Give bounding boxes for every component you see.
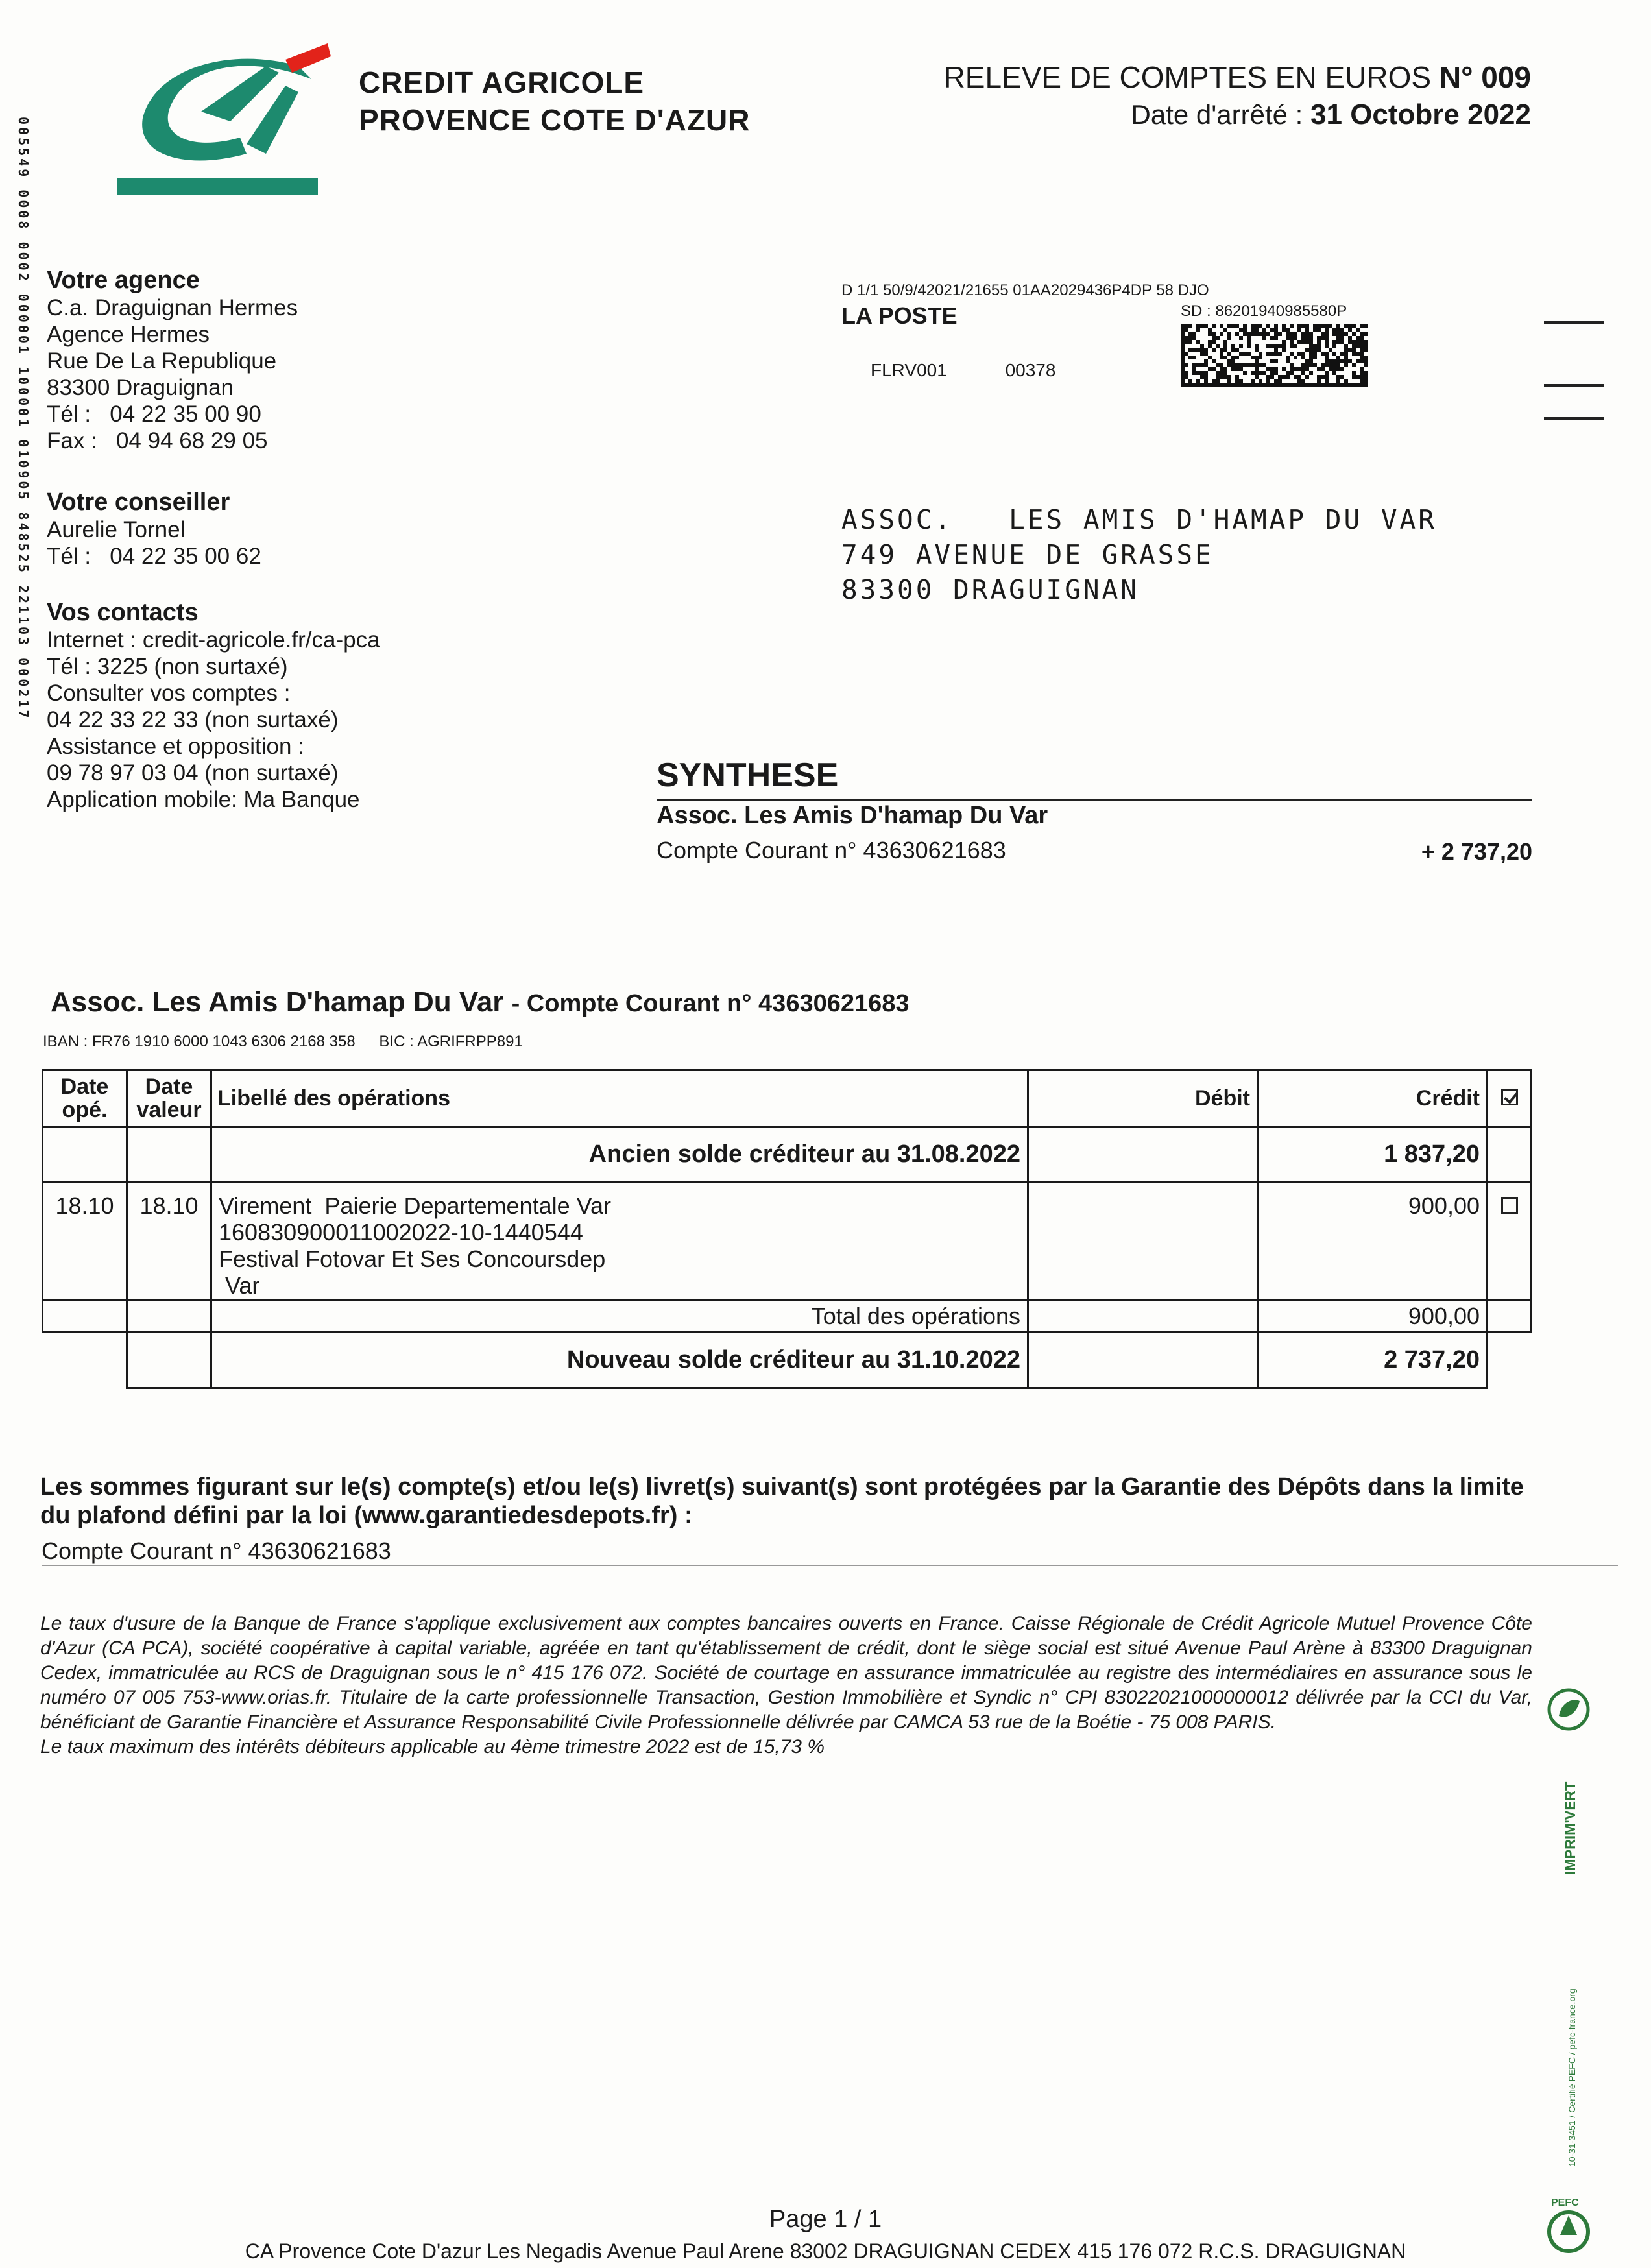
recipient-line: 749 AVENUE DE GRASSE	[841, 539, 1214, 570]
page-number: Page 1 / 1	[769, 2206, 882, 2233]
synthese-holder: Assoc. Les Amis D'hamap Du Var	[657, 802, 1048, 829]
opening-balance-label: Ancien solde créditeur au 31.08.2022	[211, 1127, 1028, 1183]
agency-line: 83300 Draguignan	[47, 375, 234, 400]
contacts-line: Consulter vos comptes :	[47, 681, 291, 706]
agency-heading: Votre agence	[47, 267, 200, 294]
header-libelle: Libellé des opérations	[211, 1070, 1028, 1127]
closing-balance-credit: 2 737,20	[1258, 1333, 1488, 1388]
recipient-address	[841, 502, 1620, 607]
bank-name-line1: CREDIT AGRICOLE	[359, 66, 645, 99]
advisor-block	[47, 488, 631, 570]
legal-notice	[40, 1611, 1532, 1759]
op-check-cell[interactable]	[1488, 1183, 1532, 1300]
contacts-line: Assistance et opposition :	[47, 734, 304, 759]
iban: IBAN : FR76 1910 6000 1043 6306 2168 358	[43, 1033, 356, 1050]
postal-code2: 00378	[1005, 360, 1056, 380]
header-date-valeur: Date valeur	[127, 1070, 211, 1127]
synthese-account: Compte Courant n° 43630621683	[657, 837, 1006, 863]
account-holder: Assoc. Les Amis D'hamap Du Var	[51, 986, 504, 1018]
contacts-line: 09 78 97 03 04 (non surtaxé)	[47, 760, 339, 786]
header-date-op: Date opé.	[43, 1070, 127, 1127]
postal-code-line: D 1/1 50/9/42021/21655 01AA2029436P4DP 58 DJO	[841, 282, 1209, 299]
closing-balance-row	[43, 1333, 1532, 1388]
statement-number: N° 009	[1439, 60, 1531, 94]
imprim-vert-leaf-icon	[1546, 1687, 1591, 1732]
operations-table	[42, 1069, 1532, 1389]
guarantee-account: Compte Courant n° 43630621683	[42, 1538, 391, 1564]
statement-date	[1131, 99, 1531, 131]
agency-fax: Fax : 04 94 68 29 05	[47, 428, 268, 453]
synthese-balance: + 2 737,20	[1421, 838, 1532, 865]
total-row	[43, 1300, 1532, 1333]
guarantee-text: Les sommes figurant sur le(s) compte(s) et/ou le(s) livret(s) suivant(s) sont protégées par la Garantie des Dépôts dans la limite du plafond défini par la loi (www.garantiedesdepots.fr) :	[40, 1473, 1524, 1529]
total-label: Total des opérations	[211, 1300, 1028, 1333]
op-date: 18.10	[43, 1183, 127, 1300]
agency-line: Agence Hermes	[47, 322, 210, 347]
op-label-line: Virement Paierie Departementale Var	[219, 1192, 611, 1219]
agency-line: C.a. Draguignan Hermes	[47, 295, 298, 320]
bank-name-line2: PROVENCE COTE D'AZUR	[359, 103, 751, 137]
pefc-label	[1547, 1894, 1586, 2199]
op-label-line: 16083090001100202​2-10-1440544	[219, 1219, 583, 1246]
agency-phone: Tél : 04 22 35 00 90	[47, 402, 261, 427]
credit-agricole-logo	[117, 40, 337, 196]
total-credit: 900,00	[1258, 1300, 1488, 1333]
closing-balance-label: Nouveau solde créditeur au 31.10.2022	[211, 1333, 1028, 1388]
footer-text: CA Provence Cote D'azur Les Negadis Avenue Paul Arene 83002 DRAGUIGNAN CEDEX 415 176 072 R.C.S. DRAGUIGNAN	[245, 2239, 1406, 2263]
table-header-row	[43, 1070, 1532, 1127]
contacts-line: Tél : 3225 (non surtaxé)	[47, 654, 288, 679]
datamatrix-barcode	[1181, 324, 1368, 387]
guarantee-divider	[42, 1565, 1618, 1566]
advisor-phone: Tél : 04 22 35 00 62	[47, 544, 261, 569]
advisor-name: Aurelie Tornel	[47, 517, 186, 542]
separator-mark	[1544, 321, 1604, 324]
imprim-vert-label	[1550, 1752, 1589, 1881]
synthese-title: SYNTHESE	[657, 756, 839, 794]
op-label-line: Var	[219, 1272, 260, 1299]
legal-paragraph: Le taux d'usure de la Banque de France s'applique exclusivement aux comptes bancaires ouverts en France. Caisse Régionale de Crédit Agricole Mutuel Provence Côte d'Azur (CA PCA), société coopérative à capital variable, agréée en tant qu'établissement de crédit, dont le siège social est situé Avenue Paul Arène à 83300 Draguignan Cedex, immatriculée au RCS de Draguignan sous le n° 415 176 072. Société de courtage en assurance immatriculée au registre des intermédiaires en assurance sous le numéro 07 005 753-www.orias.fr. Titulaire de la carte professionnelle Transaction, Gestion Immobilière et Syndic n° CPI 83022021000000012 délivrée par la CCI du Var, bénéficiant de Garantie Financière et Assurance Responsabilité Civile Professionnelle délivrée par CAMCA 53 rue de la Boétie - 75 008 PARIS.	[40, 1613, 1532, 1733]
imprim-vert-text: IMPRIM'VERT	[1562, 1781, 1578, 1875]
contacts-line: Application mobile: Ma Banque	[47, 787, 360, 812]
header-credit: Crédit	[1258, 1070, 1488, 1127]
iban-line	[43, 1033, 542, 1051]
postal-codes	[871, 360, 1109, 381]
statement-title	[944, 60, 1531, 95]
op-label	[211, 1183, 1028, 1300]
agency-block	[47, 266, 631, 454]
advisor-heading: Votre conseiller	[47, 489, 230, 516]
statement-title-text: RELEVE DE COMPTES EN EUROS	[943, 60, 1432, 94]
recipient-line: 83300 DRAGUIGNAN	[841, 574, 1139, 605]
table-row	[43, 1183, 1532, 1300]
checkbox-icon[interactable]	[1501, 1197, 1518, 1214]
checked-box-icon[interactable]	[1501, 1089, 1518, 1105]
op-value-date: 18.10	[127, 1183, 211, 1300]
side-reference-codes	[9, 117, 35, 721]
account-heading	[51, 986, 910, 1019]
side-codes-text: 005549 0008 0002 000001 100001 010905 848525 221103 000217	[16, 117, 31, 721]
synthese-divider	[657, 799, 1532, 801]
contacts-heading: Vos contacts	[47, 599, 199, 626]
contacts-block	[47, 598, 631, 813]
op-label-line: Festival Fotovar Et Ses Concoursdep	[219, 1246, 606, 1272]
bic: BIC : AGRIFRPP891	[379, 1033, 523, 1050]
header-debit: Débit	[1028, 1070, 1258, 1127]
statement-date-value: 31 Octobre 2022	[1310, 99, 1531, 130]
agency-line: Rue De La Republique	[47, 348, 277, 374]
contacts-line: Internet : credit-agricole.fr/ca-pca	[47, 627, 380, 653]
op-debit	[1028, 1183, 1258, 1300]
recipient-line: ASSOC. LES AMIS D'HAMAP DU VAR	[841, 504, 1437, 535]
opening-balance-credit: 1 837,20	[1258, 1127, 1488, 1183]
pefc-text: PEFC	[1551, 2197, 1579, 2208]
opening-balance-row	[43, 1127, 1532, 1183]
separator-mark	[1544, 417, 1604, 420]
postal-label: LA POSTE	[841, 302, 958, 329]
postal-code1: FLRV001	[871, 360, 947, 380]
op-credit: 900,00	[1258, 1183, 1488, 1300]
postal-sd-code: SD : 86201940985580P	[1181, 302, 1347, 320]
header-check[interactable]	[1488, 1070, 1532, 1127]
account-title-suffix: - Compte Courant n° 43630621683	[511, 990, 910, 1017]
separator-mark	[1544, 384, 1604, 387]
pefc-small-text: 10-31-3451 / Certifié PEFC / pefc-france.org	[1567, 1988, 1577, 2167]
statement-date-label: Date d'arrêté :	[1131, 99, 1303, 130]
contacts-line: 04 22 33 22 33 (non surtaxé)	[47, 707, 339, 732]
legal-rate: Le taux maximum des intérêts débiteurs applicable au 4ème trimestre 2022 est de 15,73 %	[40, 1736, 825, 1757]
